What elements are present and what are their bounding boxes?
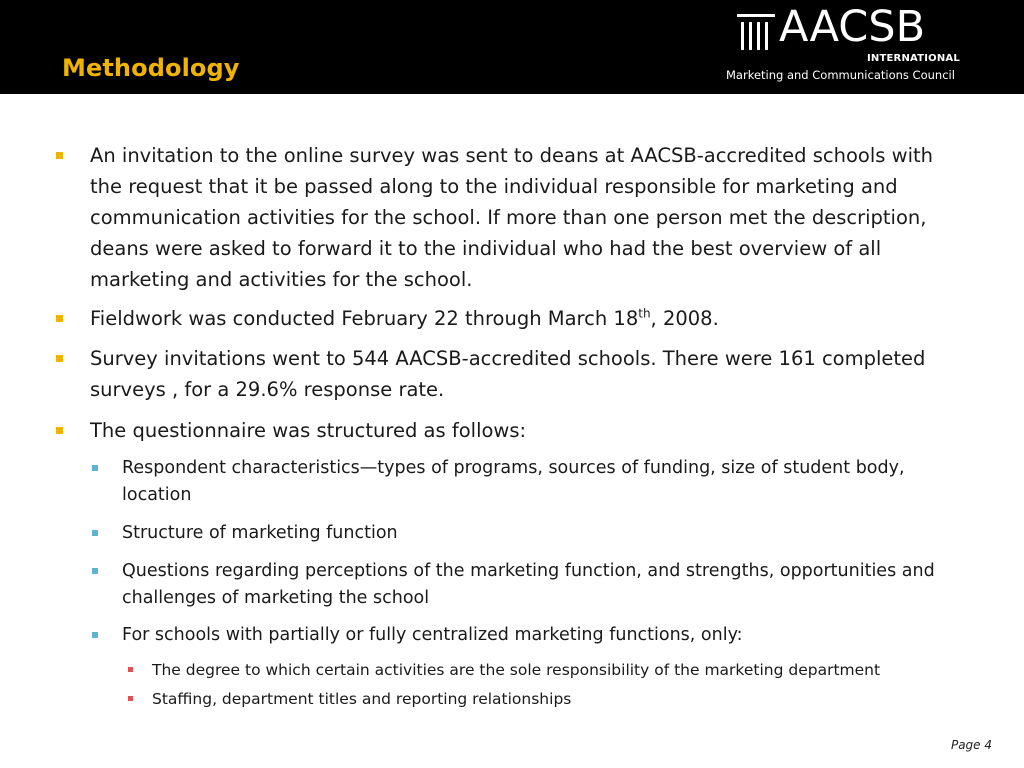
columns-icon bbox=[735, 12, 779, 54]
sub-bullet-marker bbox=[92, 465, 98, 471]
sub-bullet-marker bbox=[92, 632, 98, 638]
sub-sub-bullet-degree: The degree to which certain activities are the sole responsibility of the marketing department bbox=[152, 661, 881, 679]
bullet-marker bbox=[56, 427, 63, 434]
bullet-fieldwork bbox=[90, 303, 970, 334]
logo-wordmark: AACSB bbox=[779, 2, 926, 52]
sub-bullet-perceptions: Questions regarding perceptions of the marketing function, and strengths, opportunities and challenges of marketing the school bbox=[122, 561, 935, 608]
logo-council-text: Marketing and Communications Council bbox=[726, 68, 955, 82]
header-bar bbox=[0, 0, 1024, 94]
bullet-questionnaire: The questionnaire was structured as follows: bbox=[90, 419, 527, 442]
fieldwork-superscript: th bbox=[638, 306, 651, 321]
bullet-marker bbox=[56, 152, 63, 159]
aacsb-logo bbox=[726, 2, 1005, 86]
bullet-survey-invitations: Survey invitations went to 544 AACSB-accredited schools. There were 161 completed surveys , for a 29.6% response rate. bbox=[90, 347, 926, 401]
sub-bullet-centralized: For schools with partially or fully centralized marketing functions, only: bbox=[122, 625, 743, 645]
bullet-marker bbox=[56, 355, 63, 362]
bullet-invitation: An invitation to the online survey was sent to deans at AACSB-accredited schools with the request that it be passed along to the individual responsible for marketing and communication activities for the school. If more than one person met the description, deans were asked to forward it to the individual who had the best overview of all marketing and activities for the school. bbox=[90, 144, 933, 291]
fieldwork-text-end: , 2008. bbox=[650, 307, 719, 330]
page-number: Page 4 bbox=[950, 738, 992, 752]
bullet-marker bbox=[56, 315, 63, 322]
sub-sub-bullet-marker bbox=[128, 696, 133, 701]
sub-sub-bullet-marker bbox=[128, 667, 133, 672]
sub-bullet-respondent: Respondent characteristics—types of programs, sources of funding, size of student body, location bbox=[122, 458, 905, 505]
sub-bullet-structure: Structure of marketing function bbox=[122, 523, 398, 543]
slide-title: Methodology bbox=[62, 54, 240, 82]
sub-bullet-marker bbox=[92, 530, 98, 536]
fieldwork-text: Fieldwork was conducted February 22 through March 18 bbox=[90, 307, 639, 330]
logo-international: INTERNATIONAL bbox=[867, 53, 960, 64]
sub-bullet-marker bbox=[92, 568, 98, 574]
sub-sub-bullet-staffing: Staffing, department titles and reporting relationships bbox=[152, 690, 572, 708]
